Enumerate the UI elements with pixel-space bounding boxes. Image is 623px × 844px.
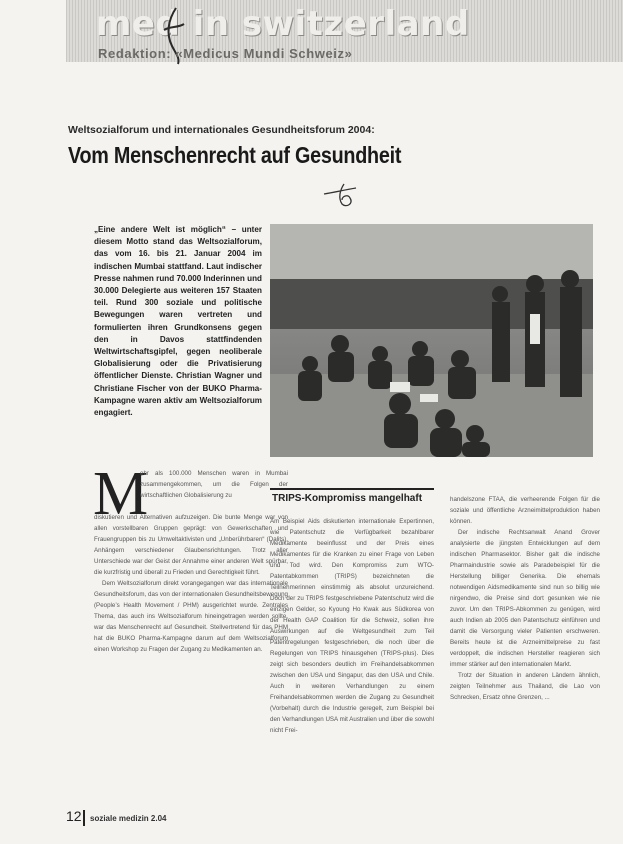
body-paragraph: Am Beispiel Aids diskutierten internationale Expertinnen, wie Patentschutz die Verfügbarkeit bezahlbarer Medikamente beeinflusst und der Preis eines Medikamentes für die Kranken zu einer Frage von Leben und Tod wird. Den Kompromiss zum WTO-Patentabkommen (TRIPS) bezeichneten die Teilnehmerinnen einstimmig als absolut unzureichend. Doch der zu TRIPS festgeschriebene Patentschutz wird die einzigen Gelder, so Kyoung Ho Kwak aus Südkorea von der Health GAP Coalition für die Schweiz, sollen ihre Auswirkungen auf die Weltgesundheit zum Teil Patentregelungen festgeschrieben, die noch über die Regelungen von TRIPS hinausgehen (TRIPS-plus). Dies zeigt sich besonders deutlich im Freihandelsabkommen zwischen den USA und Singapur, das den USA und Chile. Auch in weiteren Verhandlungen zu einem Freihandelsabkommen werden die Zugang zu Gesundheit (Vorbehalt) durch die Industrie geregelt, zum Beispiel bei den Verhandlungen USA mit Australien und über die sowohl nicht Frei- — [270, 518, 434, 734]
magazine-name: soziale medizin 2.04 — [90, 814, 167, 823]
body-paragraph: handelszone FTAA, die verheerende Folgen für die soziale und öffentliche Arzneimittelproduktion haben können. — [450, 496, 600, 525]
body-paragraph: diskutieren und Alternativen aufzuzeigen. Die bunte Menge war von allen vorstellbaren Gruppen geprägt: von Gewerkschaften und Frauengruppen bis zu Umweltaktivisten und „Unberührbaren“ (Dalits), Anhängern verschiedener Glaubensrichtungen. Trotz aller Unterschiede war der Geist der Annahme einer anderen Welt spürbar, die kurzfristig und überall zu Frieden und Gerechtigkeit führt. — [94, 514, 288, 576]
body-paragraph: Trotz der Situation in anderen Ländern ähnlich, zeigten Teilnehmer aus Thailand, die Lao von Schrecken, Ersatz ohne Grenzen, ... — [450, 672, 600, 701]
article-kicker: Weltsozialforum und internationales Gesundheitsforum 2004: — [68, 124, 375, 136]
editorial-line: Redaktion: «Medicus Mundi Schweiz» — [98, 46, 353, 61]
forum-crowd-photo — [270, 224, 593, 457]
body-text-intro: ehr als 100.000 Menschen waren in Mumbai zusammengekommen, um die Folgen der wirtschaftlichen Globalisierung zu — [140, 470, 288, 499]
subheading: TRIPS-Kompromiss mangelhaft — [272, 493, 423, 504]
body-column-2 — [270, 516, 434, 736]
article-lead: „Eine andere Welt ist möglich“ – unter diesem Motto stand das Weltsozialforum, das vom 16. bis 21. Januar 2004 im indischen Mumbai stattfand. Laut indischer Presse nahmen rund 70.000 Inderinnen und 30.000 Delegierte aus weiteren 157 Staaten teil. Rund 300 soziale und politische Bewegungen waren vertreten und formulierten ihren Grundkonsens gegen den in Davos stattfindenden Weltwirtschaftsgipfel, gegen neoliberale Globalisierung oder die Privatisierung öffentlicher Dienste. Christian Wagner und Christiane Fischer von der BUKO Pharma-Kampagne waren aktiv am Weltsozialforum engagiert. — [94, 225, 262, 418]
handwritten-mark-icon — [322, 180, 366, 210]
subheading-rule — [270, 488, 434, 490]
section-title: med in switzerland — [96, 4, 470, 44]
body-column-3 — [450, 494, 600, 703]
page-number: 12 — [66, 808, 82, 824]
article-headline: Vom Menschenrecht auf Gesundheit — [68, 142, 402, 168]
body-paragraph: Der indische Rechtsanwalt Anand Grover analysierte die jüngsten Entwicklungen auf dem indischen Pharmasektor. Bisher galt die indische Pharmaindustrie sowie als Paradebeispiel für die Herstellung billiger Generika. Die ehemals notwendigen Aidsmedikamente sind nun so billig wie nirgendwo, die Preise sind dort gesunken wie nie zuvor. Um den TRIPS-Abkommen zu genügen, wird auch Indien ab 2005 den Patentschutz einführen und damit die Versorgung vieler Patienten erschweren. Bereits heute ist die Arzneimittelpreise zu fast verdoppelt, die indischen Hersteller reagieren sich immer stärker auf den internationalen Markt. — [450, 529, 600, 668]
body-paragraph: Dem Weltsozialforum direkt vorangegangen war das internationale Gesundheitsforum, das von der internationalen Gesundheitsbewegung (People’s Health Movement / PHM) ausgerichtet wurde. Zentrales Thema, das auch ins Weltsozialforum hineingetragen werden sollte, war das Menschenrecht auf Gesundheit. Stellvertretend für das PHM hat die BUKO Pharma-Kampagne darum auf dem Weltsozialforum einen Workshop zu Fragen der Zugang zu Medikamenten an. — [94, 580, 288, 653]
drop-cap: M — [93, 460, 149, 528]
body-column-1 — [94, 512, 288, 655]
footer-divider — [83, 810, 85, 826]
